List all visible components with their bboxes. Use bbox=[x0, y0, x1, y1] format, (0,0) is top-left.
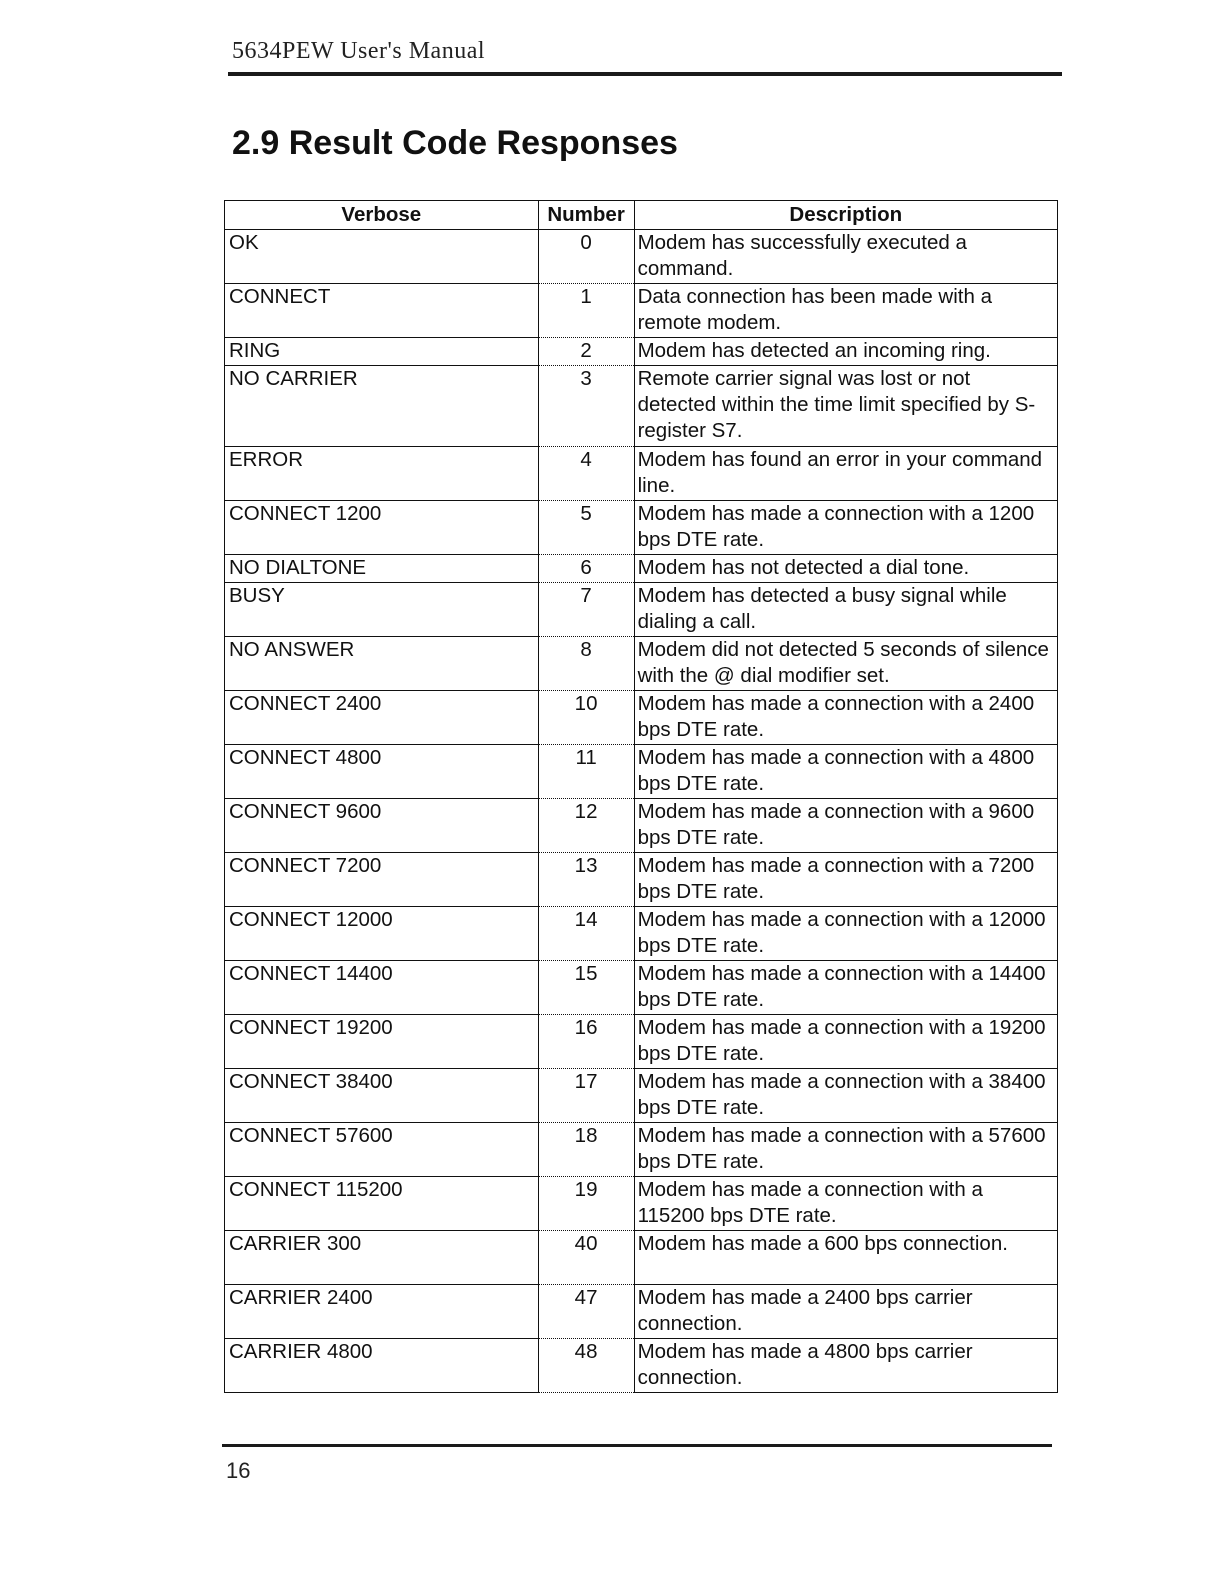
table-row bbox=[225, 1123, 1058, 1177]
description-cell: Modem has not detected a dial tone. bbox=[634, 555, 1057, 583]
number-cell: 10 bbox=[538, 691, 634, 745]
verbose-cell: CONNECT 57600 bbox=[225, 1123, 539, 1177]
description-cell: Modem has made a connection with a 57600 bps DTE rate. bbox=[634, 1123, 1057, 1177]
verbose-cell: CONNECT 14400 bbox=[225, 961, 539, 1015]
verbose-cell: RING bbox=[225, 338, 539, 366]
description-cell: Modem has made a connection with a 115200 bps DTE rate. bbox=[634, 1177, 1057, 1231]
description-cell: Data connection has been made with a remote modem. bbox=[634, 284, 1057, 338]
running-header: 5634PEW User's Manual bbox=[232, 38, 486, 64]
number-cell: 0 bbox=[538, 230, 634, 284]
description-cell: Modem did not detected 5 seconds of silence with the @ dial modifier set. bbox=[634, 637, 1057, 691]
description-cell: Modem has made a connection with a 12000 bps DTE rate. bbox=[634, 907, 1057, 961]
verbose-cell: CONNECT 4800 bbox=[225, 745, 539, 799]
number-cell: 15 bbox=[538, 961, 634, 1015]
number-cell: 5 bbox=[538, 501, 634, 555]
verbose-cell: CARRIER 4800 bbox=[225, 1339, 539, 1393]
number-cell: 16 bbox=[538, 1015, 634, 1069]
number-cell: 6 bbox=[538, 555, 634, 583]
verbose-cell: CONNECT 1200 bbox=[225, 501, 539, 555]
table-row bbox=[225, 799, 1058, 853]
description-cell: Modem has made a 2400 bps carrier connection. bbox=[634, 1285, 1057, 1339]
table-row bbox=[225, 907, 1058, 961]
verbose-cell: BUSY bbox=[225, 583, 539, 637]
table-row bbox=[225, 853, 1058, 907]
description-cell: Modem has made a connection with a 19200 bps DTE rate. bbox=[634, 1015, 1057, 1069]
verbose-cell: CONNECT 2400 bbox=[225, 691, 539, 745]
section-title: 2.9 Result Code Responses bbox=[232, 124, 678, 162]
number-cell: 7 bbox=[538, 583, 634, 637]
verbose-cell: CARRIER 300 bbox=[225, 1231, 539, 1285]
column-header-number: Number bbox=[538, 201, 634, 230]
verbose-cell: NO DIALTONE bbox=[225, 555, 539, 583]
description-cell: Modem has made a connection with a 2400 bps DTE rate. bbox=[634, 691, 1057, 745]
verbose-cell: OK bbox=[225, 230, 539, 284]
table-row bbox=[225, 961, 1058, 1015]
column-header-verbose: Verbose bbox=[225, 201, 539, 230]
description-cell: Modem has made a 4800 bps carrier connection. bbox=[634, 1339, 1057, 1393]
number-cell: 19 bbox=[538, 1177, 634, 1231]
number-cell: 12 bbox=[538, 799, 634, 853]
table-row bbox=[225, 1231, 1058, 1285]
table-row bbox=[225, 637, 1058, 691]
table-row bbox=[225, 501, 1058, 555]
description-cell: Modem has made a connection with a 4800 bps DTE rate. bbox=[634, 745, 1057, 799]
number-cell: 48 bbox=[538, 1339, 634, 1393]
description-cell: Modem has made a connection with a 38400 bps DTE rate. bbox=[634, 1069, 1057, 1123]
table-row bbox=[225, 1285, 1058, 1339]
verbose-cell: NO ANSWER bbox=[225, 637, 539, 691]
description-cell: Modem has made a connection with a 1200 bps DTE rate. bbox=[634, 501, 1057, 555]
description-cell: Modem has made a connection with a 14400 bps DTE rate. bbox=[634, 961, 1057, 1015]
table-header-row bbox=[225, 201, 1058, 230]
number-cell: 17 bbox=[538, 1069, 634, 1123]
table-body bbox=[225, 230, 1058, 1393]
verbose-cell: CONNECT 19200 bbox=[225, 1015, 539, 1069]
number-cell: 3 bbox=[538, 366, 634, 447]
table-row bbox=[225, 691, 1058, 745]
table-row bbox=[225, 284, 1058, 338]
description-cell: Remote carrier signal was lost or not detected within the time limit specified by S-register S7. bbox=[634, 366, 1057, 447]
header-rule bbox=[228, 72, 1062, 76]
description-cell: Modem has successfully executed a command. bbox=[634, 230, 1057, 284]
number-cell: 13 bbox=[538, 853, 634, 907]
verbose-cell: CONNECT 38400 bbox=[225, 1069, 539, 1123]
table-row bbox=[225, 1069, 1058, 1123]
verbose-cell: ERROR bbox=[225, 447, 539, 501]
footer-rule bbox=[222, 1444, 1052, 1447]
number-cell: 11 bbox=[538, 745, 634, 799]
number-cell: 18 bbox=[538, 1123, 634, 1177]
verbose-cell: NO CARRIER bbox=[225, 366, 539, 447]
verbose-cell: CONNECT 9600 bbox=[225, 799, 539, 853]
number-cell: 2 bbox=[538, 338, 634, 366]
description-cell: Modem has detected an incoming ring. bbox=[634, 338, 1057, 366]
column-header-description: Description bbox=[634, 201, 1057, 230]
table-row bbox=[225, 366, 1058, 447]
verbose-cell: CONNECT 12000 bbox=[225, 907, 539, 961]
verbose-cell: CONNECT 115200 bbox=[225, 1177, 539, 1231]
description-cell: Modem has made a connection with a 7200 bps DTE rate. bbox=[634, 853, 1057, 907]
page-number: 16 bbox=[226, 1458, 251, 1483]
table-row bbox=[225, 745, 1058, 799]
result-code-table bbox=[224, 200, 1058, 1393]
table-row bbox=[225, 1015, 1058, 1069]
table-row bbox=[225, 338, 1058, 366]
description-cell: Modem has detected a busy signal while dialing a call. bbox=[634, 583, 1057, 637]
number-cell: 47 bbox=[538, 1285, 634, 1339]
table-row bbox=[225, 583, 1058, 637]
description-cell: Modem has made a connection with a 9600 bps DTE rate. bbox=[634, 799, 1057, 853]
verbose-cell: CONNECT 7200 bbox=[225, 853, 539, 907]
table-row bbox=[225, 555, 1058, 583]
verbose-cell: CARRIER 2400 bbox=[225, 1285, 539, 1339]
description-cell: Modem has found an error in your command line. bbox=[634, 447, 1057, 501]
table-row bbox=[225, 1339, 1058, 1393]
number-cell: 14 bbox=[538, 907, 634, 961]
description-cell: Modem has made a 600 bps connection. bbox=[634, 1231, 1057, 1285]
table-row bbox=[225, 447, 1058, 501]
number-cell: 40 bbox=[538, 1231, 634, 1285]
number-cell: 8 bbox=[538, 637, 634, 691]
number-cell: 1 bbox=[538, 284, 634, 338]
number-cell: 4 bbox=[538, 447, 634, 501]
verbose-cell: CONNECT bbox=[225, 284, 539, 338]
table-row bbox=[225, 230, 1058, 284]
table-row bbox=[225, 1177, 1058, 1231]
